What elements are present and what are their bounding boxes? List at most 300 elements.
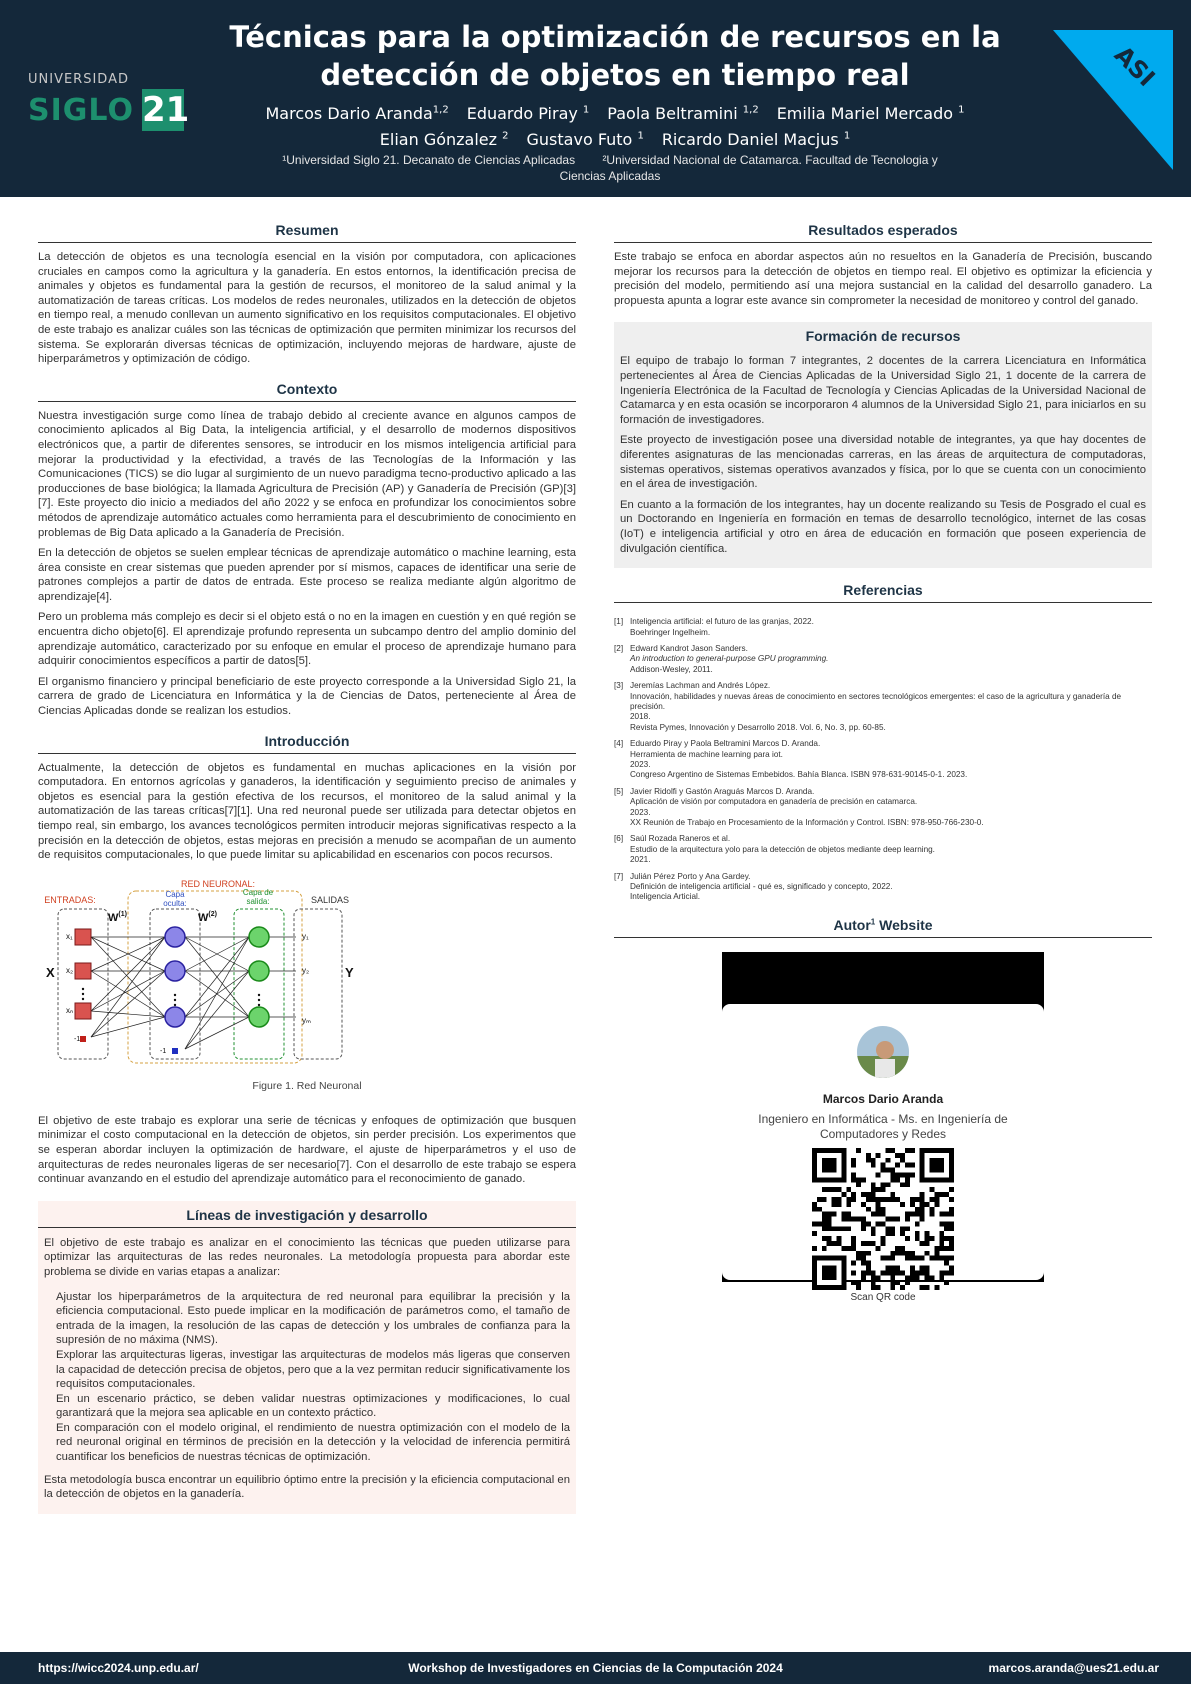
qr-module — [866, 1241, 871, 1246]
fig-ellipsis-dot — [82, 993, 84, 995]
fig-x2: x₂ — [66, 965, 74, 975]
qr-module — [900, 1153, 905, 1158]
qr-module — [861, 1256, 866, 1261]
qr-module — [930, 1256, 935, 1261]
affiliation-2-cont: Ciencias Aplicadas — [559, 169, 661, 183]
contexto-p4: El organismo financiero y principal beneficiario de este proyecto corresponde a la Universidad Siglo 21, la carrera de grado de Licenciatura en Informática y la de Ciencias de Datos, perteneciente al Área de Ciencias Aplicadas donde se realizan los estudios. — [38, 675, 576, 718]
qr-module — [905, 1226, 910, 1231]
fig-input-node — [75, 1003, 91, 1019]
qr-module — [851, 1192, 856, 1197]
author-name: Eduardo Piray $^1$ — [466, 104, 590, 124]
qr-module — [881, 1197, 886, 1202]
qr-module — [876, 1246, 881, 1251]
qr-module — [861, 1260, 866, 1265]
qr-module — [910, 1197, 915, 1202]
qr-module — [876, 1187, 881, 1192]
qr-module — [890, 1216, 895, 1221]
qr-module — [920, 1265, 925, 1270]
resumen-title: Resumen — [38, 222, 576, 243]
qr-module — [910, 1265, 915, 1270]
qr-module — [876, 1207, 881, 1212]
qr-module — [885, 1216, 890, 1221]
qr-module — [871, 1187, 876, 1192]
fig-hidden-node — [165, 927, 185, 947]
qr-module — [871, 1241, 876, 1246]
poster-header — [0, 0, 1191, 197]
qr-module — [866, 1265, 871, 1270]
fig-y-label: Y — [345, 964, 354, 980]
qr-module — [920, 1216, 925, 1221]
qr-module — [866, 1153, 871, 1158]
qr-module — [905, 1163, 910, 1168]
qr-module — [944, 1246, 949, 1251]
fig-x-label: X — [46, 964, 55, 980]
qr-module — [827, 1211, 832, 1216]
fig-ellipsis-dot — [174, 999, 176, 1001]
qr-module — [900, 1251, 905, 1256]
resumen-text: La detección de objetos es una tecnología esencial en la visión por computadora, con aplicaciones cruciales en campos como la agricultura y la ganadería. En estos entornos, la identificación precisa de animales y objetos es fundamental para la gestión de recursos, el monitoreo de la salud animal y la automatización de tareas críticas. Los modelos de redes neuronales, utilizados en la detección de objetos en tiempo real, a menudo conllevan un aumento significativo en los requisitos computacionales. El objetivo de este trabajo es analizar cuáles son las técnicas de optimización que permiten minimizar los recursos del sistema. Se explorarán diversas técnicas de optimización, incluyendo mejoras de hardware, ajuste de hiperparámetros y optimización de código. — [38, 251, 576, 366]
qr-module — [856, 1285, 861, 1290]
qr-module — [900, 1285, 905, 1290]
qr-module — [925, 1241, 930, 1246]
qr-module — [871, 1197, 876, 1202]
qr-module — [881, 1256, 886, 1261]
contexto-title: Contexto — [38, 381, 576, 402]
reference-item: [2] Edward Kandrot Jason Sanders. An introduction to general-purpose GPU programming. Addison-Wesley, 2011. — [614, 643, 829, 674]
qr-module — [817, 1207, 822, 1212]
qr-module — [856, 1280, 861, 1285]
qr-module — [871, 1226, 876, 1231]
qr-module — [920, 1211, 925, 1216]
qr-module — [890, 1275, 895, 1280]
reference-item: [7] Julián Pérez Porto y Ana Gardey. Definición de inteligencia artificial - qué es, significado y concepto, 2022. Inteligencia Articial. — [614, 871, 893, 902]
qr-module — [832, 1226, 837, 1231]
qr-module — [949, 1221, 954, 1226]
qr-module — [885, 1158, 890, 1163]
qr-module — [939, 1231, 944, 1236]
resultados-title: Resultados esperados — [614, 222, 1152, 243]
qr-module — [856, 1177, 861, 1182]
qr-module — [836, 1236, 841, 1241]
qr-module — [939, 1236, 944, 1241]
qr-module — [871, 1192, 876, 1197]
qr-module — [876, 1172, 881, 1177]
qr-module — [934, 1197, 939, 1202]
qr-module — [876, 1153, 881, 1158]
asi-badge-triangle — [1053, 30, 1173, 170]
qr-module — [885, 1270, 890, 1275]
author-name: Ricardo Daniel Macjus $^1$ — [661, 129, 851, 149]
logo-siglo-text: SIGLO — [28, 92, 134, 128]
qr-module — [890, 1256, 895, 1261]
fig-entradas-label: ENTRADAS: — [44, 894, 96, 905]
qr-module — [930, 1187, 935, 1192]
section-autor — [614, 917, 1152, 1303]
qr-module — [900, 1172, 905, 1177]
qr-module — [905, 1251, 910, 1256]
qr-module — [939, 1221, 944, 1226]
qr-module — [876, 1285, 881, 1290]
qr-module — [861, 1251, 866, 1256]
qr-module — [915, 1221, 920, 1226]
qr-module — [822, 1197, 827, 1202]
fig-bias-2: -1 — [160, 1047, 167, 1055]
introduccion-title: Introducción — [38, 733, 576, 754]
qr-module — [939, 1246, 944, 1251]
qr-module — [851, 1158, 856, 1163]
footer-event: Workshop de Investigadores en Ciencias de la Computación 2024 — [408, 1661, 783, 1675]
fig-capa-oculta-1: Capa — [165, 889, 185, 899]
qr-module — [890, 1270, 895, 1275]
qr-module — [836, 1241, 841, 1246]
qr-module — [822, 1216, 827, 1221]
qr-module — [836, 1187, 841, 1192]
lineas-list — [56, 1290, 570, 1465]
left-column — [38, 222, 576, 1528]
qr-module — [832, 1211, 837, 1216]
qr-module — [890, 1265, 895, 1270]
qr-module — [871, 1275, 876, 1280]
qr-module — [895, 1177, 900, 1182]
figure-caption: Figure 1. Red Neuronal — [252, 1079, 362, 1092]
qr-module — [832, 1241, 837, 1246]
qr-module — [851, 1177, 856, 1182]
fig-bias-node — [80, 1036, 86, 1042]
qr-module — [905, 1177, 910, 1182]
qr-module — [920, 1256, 925, 1261]
logo-number: 21 — [141, 90, 190, 130]
contexto-p3: Pero un problema más complejo es decir si el objeto está o no en la imagen en cuestión y en qué región se encuentra dicho objeto[6]. El aprendizaje profundo representa un subcampo dentro del amplio dominio del aprendizaje automático, caracterizado por su enfoque en emular el proceso de aprendizaje humano para adquirir conocimientos específicos a partir de datos[5]. — [38, 611, 576, 668]
qr-module — [905, 1280, 910, 1285]
fig-ellipsis-dot — [174, 1004, 176, 1006]
affiliation-1: ¹Universidad Siglo 21. Decanato de Ciencias Aplicadas — [282, 153, 576, 167]
qr-module — [915, 1207, 920, 1212]
qr-module — [866, 1158, 871, 1163]
qr-module — [836, 1197, 841, 1202]
fig-input-node — [75, 963, 91, 979]
qr-module — [841, 1216, 846, 1221]
qr-module — [905, 1216, 910, 1221]
qr-module — [876, 1197, 881, 1202]
avatar — [855, 1024, 911, 1080]
qr-module — [827, 1216, 832, 1221]
qr-module — [822, 1158, 837, 1173]
qr-module — [841, 1226, 846, 1231]
qr-module — [910, 1211, 915, 1216]
qr-module — [827, 1226, 832, 1231]
fig-y2: y₂ — [302, 965, 310, 975]
qr-module — [885, 1182, 890, 1187]
qr-module — [890, 1226, 895, 1231]
resultados-text: Este trabajo se enfoca en abordar aspectos aún no resueltos en la Ganadería de Precisión, buscando mejorar los recursos para la detección de objetos en tiempo real. El objetivo es optimizar la eficiencia y precisión del modelo, permitiendo así una mejora sustancial en la calidad del desarrollo ganadero. La propuesta apunta a lograr este avance sin comprometer la necesidad de monitoreo y control del ganado. — [614, 251, 1152, 307]
author-role: Ingeniero en Informática - Ms. en Ingeniería de Computadores y Redes — [758, 1111, 1008, 1141]
formacion-p1: El equipo de trabajo lo forman 7 integrantes, 2 docentes de la carrera Licenciatura en Informática pertenecientes al Área de Ciencias Aplicadas de la Universidad Siglo 21, 1 docente de la carrera de Ingeniería Electrónica de la Facultad de Tecnología y Ciencias Aplicadas de la Universidad Nacional de Catamarca y en esta ocasión se incorporaron 4 alumnos de la Universidad Siglo 21, para iniciarlos en su formación de investigadores. — [620, 355, 1146, 426]
fig-output-node — [249, 961, 269, 981]
lineas-p1: El objetivo de este trabajo es analizar en el conocimiento las técnicas que pueden utilizarse para optimizar las arquitecturas de las redes neuronales. La metodología propuesta para abordar este problema se divide en varias etapas a analizar: — [44, 1236, 570, 1278]
qr-module — [930, 1275, 935, 1280]
qr-module — [836, 1202, 841, 1207]
qr-module — [905, 1236, 910, 1241]
title-line-1: Técnicas para la optimización de recursos en la — [229, 20, 1001, 54]
qr-module — [827, 1236, 832, 1241]
contexto-p2: En la detección de objetos se suelen emplear técnicas de aprendizaje automático o machine learning, esta área consiste en crear sistemas que pueden aprender por sí mismos, capaces de identificar una serie de patrones complejos a partir de datos de entrada. Este proceso se realiza mediante algún algoritmo de aprendizaje[4]. — [38, 547, 576, 603]
qr-module — [861, 1241, 866, 1246]
qr-module — [881, 1207, 886, 1212]
qr-module — [934, 1246, 939, 1251]
qr-module — [944, 1192, 949, 1197]
qr-module — [915, 1270, 920, 1275]
qr-module — [915, 1236, 920, 1241]
qr-code-icon[interactable] — [812, 1148, 954, 1290]
qr-module — [900, 1246, 905, 1251]
qr-module — [949, 1265, 954, 1270]
qr-module — [934, 1192, 939, 1197]
section-contexto — [38, 381, 576, 719]
qr-module — [910, 1172, 915, 1177]
qr-module — [910, 1163, 915, 1168]
qr-module — [861, 1192, 866, 1197]
formacion-p3: En cuanto a la formación de los integrantes, hay un docente realizando su Tesis de Posgrado el cual es un Doctorando en Ingeniería en formación en temas de desarrollo tecnológico, internet de las cosas (IoT) e inteligencia artificial y otro en área de educación en formación que poseen experiencia de divulgación científica. — [620, 498, 1146, 555]
university-logo — [28, 72, 188, 132]
asi-badge-text: ASI — [1108, 40, 1161, 93]
qr-module — [949, 1270, 954, 1275]
qr-module — [861, 1221, 866, 1226]
qr-module — [841, 1246, 846, 1251]
qr-module — [930, 1197, 935, 1202]
qr-module — [895, 1172, 900, 1177]
qr-module — [881, 1241, 886, 1246]
qr-module — [846, 1216, 851, 1221]
reference-item: [5] Javier Ridolfi y Gastón Araguás Marcos D. Aranda. Aplicación de visión por computadora en ganadería de precisión en catamarca. 2023. XX Reunión de Trabajo en Procesamiento de la Información y Control. ISBN: 978-950-766-230-0. — [614, 786, 984, 827]
logo-university-text: UNIVERSIDAD — [28, 72, 129, 87]
qr-module — [949, 1236, 954, 1241]
qr-module — [949, 1187, 954, 1192]
qr-module — [866, 1251, 871, 1256]
author-name: Elian Gónzalez $^2$ — [379, 129, 509, 149]
fig-w1: $W^{(1)}$ — [108, 910, 127, 924]
qr-module — [910, 1270, 915, 1275]
qr-module — [910, 1275, 915, 1280]
qr-module — [920, 1241, 925, 1246]
qr-module — [851, 1270, 856, 1275]
footer-url-link[interactable]: https://wicc2024.unp.edu.ar/ — [38, 1661, 199, 1675]
qr-module — [895, 1197, 900, 1202]
qr-module — [890, 1177, 895, 1182]
fig-red-label: RED NEURONAL: — [180, 878, 256, 889]
qr-module — [905, 1275, 910, 1280]
qr-module — [822, 1236, 827, 1241]
autor-title: Autor$^1$ Website — [614, 917, 1152, 938]
qr-module — [822, 1211, 827, 1216]
section-lineas — [38, 1201, 576, 1514]
fig-nodes — [75, 927, 269, 1054]
qr-module — [925, 1265, 930, 1270]
qr-module — [866, 1197, 871, 1202]
right-column — [614, 222, 1152, 1317]
avatar-photo — [857, 1026, 911, 1080]
qr-module — [939, 1270, 944, 1275]
qr-module — [915, 1231, 920, 1236]
qr-module — [841, 1211, 846, 1216]
qr-module — [832, 1187, 837, 1192]
qr-module — [930, 1207, 935, 1212]
fig-hidden-node — [165, 961, 185, 981]
qr-module — [939, 1211, 944, 1216]
qr-module — [871, 1158, 876, 1163]
qr-module — [846, 1187, 851, 1192]
fig-input-node — [75, 929, 91, 945]
reference-item: [6] Saúl Rozada Raneros et al. Estudio de la arquitectura yolo para la detección de objetos mediante deep learning. 2021. — [614, 834, 935, 865]
qr-module — [812, 1231, 817, 1236]
qr-module — [876, 1221, 881, 1226]
qr-module — [822, 1226, 827, 1231]
author-name: Emilia Mariel Mercado $^1$ — [776, 104, 965, 124]
qr-module — [856, 1148, 861, 1153]
qr-module — [900, 1202, 905, 1207]
qr-module — [949, 1241, 954, 1246]
qr-module — [881, 1236, 886, 1241]
qr-module — [910, 1148, 915, 1153]
qr-module — [949, 1226, 954, 1231]
qr-module — [881, 1167, 886, 1172]
qr-module — [905, 1211, 910, 1216]
qr-module — [856, 1251, 861, 1256]
qr-module — [876, 1202, 881, 1207]
fig-ellipsis-dot — [82, 988, 84, 990]
qr-module — [949, 1197, 954, 1202]
fig-edges — [91, 937, 296, 1049]
list-item: Explorar las arquitecturas ligeras, investigar las arquitecturas de modelos más ligeras que conserven la capacidad de detección precisa de objetos, pero que a la vez permitan reducir significativamente los requisitos computacionales. — [56, 1348, 570, 1391]
qr-module — [841, 1192, 846, 1197]
qr-module — [851, 1246, 856, 1251]
qr-module — [944, 1280, 949, 1285]
qr-module — [861, 1226, 866, 1231]
qr-module — [900, 1226, 905, 1231]
author-name: Marcos Dario Aranda$^{1,2}$ — [265, 104, 449, 124]
qr-module — [915, 1275, 920, 1280]
qr-module — [890, 1192, 895, 1197]
qr-module — [895, 1216, 900, 1221]
qr-module — [812, 1207, 817, 1212]
qr-module — [836, 1226, 841, 1231]
authors-line-2 — [210, 125, 1020, 150]
list-item: En un escenario práctico, se deben validar nuestras optimizaciones y modificaciones, lo cual garantizará que la mejora sea aplicable en un contexto práctico. — [56, 1392, 570, 1420]
qr-module — [851, 1280, 856, 1285]
qr-module — [822, 1187, 827, 1192]
qr-module — [939, 1256, 944, 1261]
fig-bias-node — [172, 1048, 178, 1054]
fig-ym: yₘ — [302, 1015, 311, 1025]
qr-module — [885, 1231, 890, 1236]
qr-module — [851, 1216, 856, 1221]
qr-module — [885, 1226, 890, 1231]
qr-module — [861, 1275, 866, 1280]
qr-module — [920, 1270, 925, 1275]
qr-module — [925, 1285, 930, 1290]
qr-module — [846, 1246, 851, 1251]
introduccion-p1: Actualmente, la detección de objetos es fundamental en muchas aplicaciones en la visión por computadora. En entornos agrícolas y ganaderos, la identificación y seguimiento preciso de animales y objetos es esencial para la gestión efectiva de los recursos, el monitoreo de la salud animal y la automatización de las tareas críticas[7][1]. Una red neuronal puede ser utilizada para detectar objetos en tiempo real, sin embargo, los avances tecnológicos permiten introducir mejoras significativas respecto a la precisión en la detección de objetos, estas mejoras en precisión a menudo se acompañan de un aumento de requisitos computacionales, lo que puede limitar su aplicabilidad en escenarios con pocos recursos. — [38, 761, 576, 862]
qr-module — [890, 1172, 895, 1177]
contexto-p1: Nuestra investigación surge como línea de trabajo debido al creciente avance en algunos campos de conocimiento aplicados al Big Data, la inteligencia artificial, y el desarrollo de modernos dispositivos electrónicos que, a partir de diferentes sensores, se introducir en los mismos inteligencia artificial para mejorar la productividad y la efectividad, a través de las Tecnologías de la Información y las Comunicaciones (TICS) se dio lugar al surgimiento de un nuevo paradigma tecno-productivo aplicado a las producciones de base biológica; la llamada Agricultura de Precisión (AP) y Ganadería de Precisión (GP)[3][7]. Este proyecto dio inicio a mediados del año 2022 y se enfoca en profundizar los conocimientos sobre métodos de aprendizaje automático actuales como herramienta para el descubrimiento de conocimiento en problemas de Big Data aplicado a la Ganadería de Precisión. — [38, 409, 576, 539]
qr-module — [890, 1251, 895, 1256]
qr-module — [871, 1182, 876, 1187]
fig-ellipsis-dot — [174, 994, 176, 996]
qr-module — [895, 1153, 900, 1158]
qr-module — [876, 1211, 881, 1216]
qr-module — [846, 1226, 851, 1231]
qr-module — [861, 1177, 866, 1182]
qr-module — [812, 1246, 817, 1251]
qr-module — [885, 1167, 890, 1172]
footer-email-link[interactable]: marcos.aranda@ues21.edu.ar — [988, 1661, 1159, 1675]
qr-module — [866, 1192, 871, 1197]
qr-module — [885, 1256, 890, 1261]
qr-module — [895, 1270, 900, 1275]
lineas-title: Líneas de investigación y desarrollo — [38, 1201, 576, 1228]
qr-module — [890, 1197, 895, 1202]
qr-module — [851, 1236, 856, 1241]
qr-module — [871, 1270, 876, 1275]
qr-module — [812, 1221, 817, 1226]
qr-module — [915, 1197, 920, 1202]
qr-module — [866, 1270, 871, 1275]
qr-module — [930, 1236, 935, 1241]
qr-module — [925, 1270, 930, 1275]
fig-salidas-label: SALIDAS — [310, 894, 350, 905]
author-card-body — [722, 1004, 1044, 1280]
fig-ellipsis-dot — [258, 1004, 260, 1006]
qr-module — [920, 1192, 925, 1197]
qr-module — [930, 1211, 935, 1216]
qr-module — [905, 1172, 910, 1177]
qr-module — [915, 1211, 920, 1216]
qr-module — [832, 1197, 837, 1202]
qr-module — [949, 1207, 954, 1212]
qr-module — [881, 1270, 886, 1275]
qr-module — [905, 1256, 910, 1261]
qr-module — [895, 1251, 900, 1256]
qr-module — [817, 1221, 822, 1226]
neural-network-figure — [38, 877, 358, 1067]
qr-module — [910, 1202, 915, 1207]
poster-footer — [0, 1652, 1191, 1684]
qr-module — [949, 1246, 954, 1251]
qr-module — [925, 1236, 930, 1241]
author-card[interactable] — [722, 952, 1044, 1282]
lineas-p2: Esta metodología busca encontrar un equilibrio óptimo entre la precisión y la eficiencia computacional en la detección de objetos en la ganadería. — [44, 1473, 570, 1501]
qr-module — [871, 1285, 876, 1290]
introduccion-p2: El objetivo de este trabajo es explorar una serie de técnicas y enfoques de optimización que busquen minimizar el costo computacional en la detección de objetos, sin perder precisión. Los experimentos que se esperan abordar incluyen la optimización de hardware, el ajuste de hiperparámetros y el uso de arquitecturas de redes neuronales ligeras de ser necesario[7]. Con el desarrollo de este trabajo se espera continuar avanzando en el estudio del aprendizaje automático para el reconocimiento de ganado. — [38, 1114, 576, 1186]
author-name: Gustavo Futo $^1$ — [526, 129, 644, 149]
fig-edge — [185, 1017, 249, 1049]
qr-module — [895, 1163, 900, 1168]
qr-module — [871, 1231, 876, 1236]
author-name: Paola Beltramini $^{1,2}$ — [607, 104, 759, 124]
qr-module — [856, 1256, 861, 1261]
qr-module — [851, 1172, 856, 1177]
fig-x1: x₁ — [66, 931, 73, 941]
author-name: Marcos Dario Aranda — [822, 1091, 944, 1106]
qr-module — [934, 1285, 939, 1290]
section-resumen — [38, 222, 576, 367]
fig-y1: y₁ — [302, 931, 309, 941]
list-item: Ajustar los hiperparámetros de la arquitectura de red neuronal para equilibrar la precisión y la eficiencia computacional. Esto puede implicar en la modificación de parámetros como, el tamaño de entrada de la imagen, la resolución de las capas de detección y los umbrales de confianza para la supresión de no máxima (NMS). — [56, 1290, 570, 1347]
qr-module — [881, 1211, 886, 1216]
qr-module — [885, 1148, 890, 1153]
fig-capa-salida-1: Capa de — [242, 887, 274, 897]
list-item: En comparación con el modelo original, el rendimiento de nuestra optimización con el modelo de la red neuronal original en términos de precisión en la detección y la velocidad de inferencia permitirá cuantificar los beneficios de nuestras técnicas de optimización. — [56, 1421, 570, 1464]
qr-module — [827, 1241, 832, 1246]
